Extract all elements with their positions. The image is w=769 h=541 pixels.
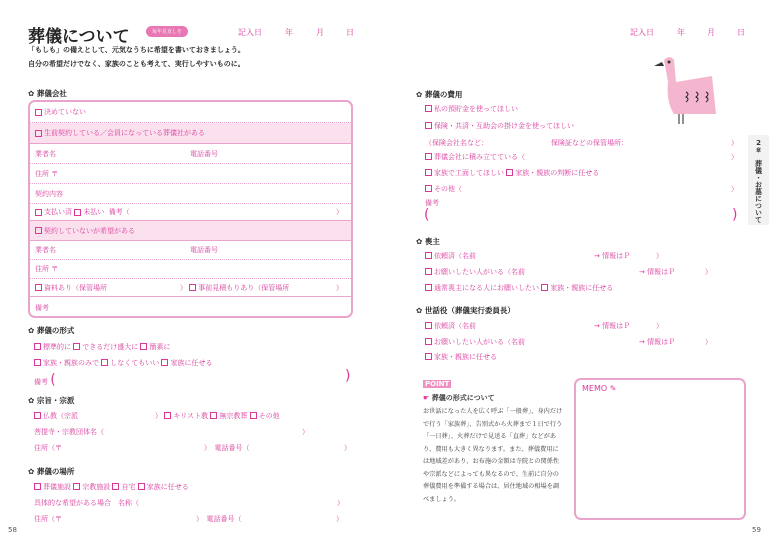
review-badge: 毎年見直しを bbox=[146, 26, 188, 37]
label: 資料あり（保管場所 bbox=[44, 283, 107, 292]
bird-illustration bbox=[652, 52, 722, 127]
option-line: 葬儀施設 宗教施設 自宅 家族に任せる bbox=[34, 482, 189, 492]
section-heading: ✿ 葬儀の費用 bbox=[416, 89, 462, 100]
checkbox[interactable] bbox=[112, 483, 119, 490]
option-line: 仏教（宗派 ） キリスト教 無宗教葬 その他 bbox=[34, 411, 280, 421]
checkbox[interactable] bbox=[73, 483, 80, 490]
option-line: 通常喪主になる人にお願いしたい 家族・親族に任せる bbox=[425, 283, 613, 293]
checkbox[interactable] bbox=[425, 153, 432, 160]
checkbox[interactable] bbox=[74, 209, 81, 216]
paren-open[interactable]: ( bbox=[424, 207, 430, 223]
place-name-field[interactable]: 具体的な希望がある場合 名称（ ） bbox=[34, 499, 344, 507]
label: 未払い bbox=[83, 208, 105, 216]
chapter-unit: 章 bbox=[755, 148, 761, 154]
pencil-icon: ✎ bbox=[609, 384, 617, 393]
form-row[interactable] bbox=[30, 184, 351, 204]
checkbox[interactable] bbox=[161, 359, 168, 366]
day-label: 日 bbox=[346, 28, 354, 37]
label: 備考（ bbox=[108, 208, 130, 216]
label: 決めていない bbox=[44, 108, 86, 116]
note-label: 備考 bbox=[425, 199, 439, 207]
checkbox[interactable] bbox=[140, 343, 147, 350]
checkbox[interactable] bbox=[506, 169, 513, 176]
form-row[interactable] bbox=[30, 164, 351, 184]
form-row[interactable] bbox=[30, 102, 351, 123]
checkbox[interactable] bbox=[34, 483, 41, 490]
entry-date-label: 記入日 bbox=[238, 28, 262, 37]
form-row[interactable] bbox=[30, 260, 351, 279]
chapter-number: 2 bbox=[756, 139, 761, 147]
checkbox[interactable] bbox=[425, 252, 432, 259]
checkbox[interactable] bbox=[34, 412, 41, 419]
option-line: その他（ ） bbox=[425, 184, 738, 194]
checkbox[interactable] bbox=[164, 412, 171, 419]
checkbox[interactable] bbox=[138, 483, 145, 490]
form-row[interactable] bbox=[30, 144, 351, 164]
form-row[interactable] bbox=[30, 279, 351, 297]
checkbox[interactable] bbox=[189, 284, 196, 291]
checkbox[interactable] bbox=[34, 359, 41, 366]
month-label: 月 bbox=[707, 28, 715, 37]
label: 生前契約している／会員になっている葬儀社がある bbox=[44, 129, 205, 137]
label: 電話番号 bbox=[190, 246, 218, 254]
page-number: 59 bbox=[752, 526, 761, 534]
funeral-company-box bbox=[28, 100, 353, 318]
option-line: 家族・親族に任せる bbox=[425, 352, 497, 362]
address-phone-field[interactable]: 住所（〒 ） 電話番号（ ） bbox=[34, 515, 343, 523]
temple-field[interactable]: 菩提寺・宗教団体名（ ） bbox=[34, 428, 309, 436]
checkbox[interactable] bbox=[210, 412, 217, 419]
label: 住所 〒 bbox=[35, 169, 59, 178]
day-label: 日 bbox=[737, 28, 745, 37]
option-line: 家族で工面してほしい 家族・親族の判断に任せる bbox=[425, 168, 599, 178]
checkbox[interactable] bbox=[250, 412, 257, 419]
option-line: お願いしたい人がいる（名前 → 情報はＰ ） bbox=[425, 337, 712, 347]
option-line: 依頼済（名前 → 情報はＰ ） bbox=[425, 251, 663, 261]
year-label: 年 bbox=[285, 28, 293, 37]
label: 備考 bbox=[35, 303, 49, 312]
checkbox[interactable] bbox=[425, 169, 432, 176]
checkbox[interactable] bbox=[101, 359, 108, 366]
option-line: 保険・共済・互助会の掛け金を使ってほしい bbox=[425, 121, 574, 131]
section-heading: ✿ 葬儀の場所 bbox=[28, 466, 74, 477]
label: ） bbox=[336, 208, 343, 216]
checkbox[interactable] bbox=[425, 105, 432, 112]
section-heading: ✿ 世話役（葬儀実行委員長） bbox=[416, 305, 515, 316]
month-label: 月 bbox=[316, 28, 324, 37]
page-number: 58 bbox=[8, 526, 17, 534]
option-line: 家族・親族のみで しなくてもいい 家族に任せる bbox=[34, 358, 212, 368]
checkbox[interactable] bbox=[425, 284, 432, 291]
point-text: お世話になった人を広く呼ぶ「一般葬」、身内だけで行う「家族葬」、告別式から火葬まで１日で行う「一日葬」、火葬だけで見送る「直葬」などがあり、費用も大きく異なります。また、葬儀費用には地域差があり、お布施の金額は寺院との関係性や宗派などによっても異なるので、生前に自分の葬儀費用を準備する場合は、居住地域の相場を調べましょう。 bbox=[423, 408, 563, 503]
option-line: 葬儀会社に積み立てている（ ） bbox=[425, 152, 738, 162]
note-field[interactable]: 備考 ( bbox=[34, 372, 56, 388]
point-title-row bbox=[423, 393, 495, 403]
insurance-field[interactable]: （保険会社名など： 保険証などの保管場所： ） bbox=[425, 139, 738, 147]
paren-close: ) bbox=[345, 368, 351, 384]
option-line: お願いしたい人がいる（名前 → 情報はＰ ） bbox=[425, 267, 712, 277]
label: ） bbox=[180, 283, 187, 292]
hand-icon: ☛ bbox=[423, 394, 432, 402]
checkbox[interactable] bbox=[541, 284, 548, 291]
option-line: 私の預貯金を使ってほしい bbox=[425, 104, 518, 114]
memo-box[interactable] bbox=[574, 378, 746, 520]
paren-close: ) bbox=[732, 207, 738, 223]
form-row[interactable] bbox=[30, 123, 351, 144]
form-row[interactable] bbox=[30, 241, 351, 260]
chapter-title: 葬儀・お墓について bbox=[754, 160, 763, 223]
checkbox[interactable] bbox=[425, 353, 432, 360]
year-label: 年 bbox=[677, 28, 685, 37]
checkbox[interactable] bbox=[73, 343, 80, 350]
label: 契約内容 bbox=[35, 189, 63, 198]
label: 電話番号 bbox=[190, 149, 218, 158]
checkbox[interactable] bbox=[425, 122, 432, 129]
checkbox[interactable] bbox=[35, 284, 42, 291]
chapter-tab[interactable] bbox=[748, 135, 769, 225]
option-line: 依頼済（名前 → 情報はＰ ） bbox=[425, 321, 663, 331]
checkbox[interactable] bbox=[425, 338, 432, 345]
option-line: 標準的に できるだけ盛大に 簡素に bbox=[34, 342, 170, 352]
form-row[interactable] bbox=[30, 297, 351, 318]
section-heading: ✿ 葬儀の形式 bbox=[28, 325, 74, 336]
checkbox[interactable] bbox=[425, 322, 432, 329]
label: 住所 〒 bbox=[35, 265, 59, 273]
point-title: 葬儀の形式について bbox=[431, 394, 495, 402]
label: 業者名 bbox=[35, 149, 56, 158]
intro-line: 「もしも」の備えとして、元気なうちに希望を書いておきましょう。 bbox=[28, 46, 245, 54]
checkbox[interactable] bbox=[35, 227, 42, 234]
checkbox[interactable] bbox=[425, 268, 432, 275]
point-label: POINT bbox=[425, 380, 450, 388]
checkbox[interactable] bbox=[34, 343, 41, 350]
page-title: 葬儀について bbox=[28, 27, 130, 47]
label: ） bbox=[336, 283, 343, 292]
section-heading: ✿ 宗旨・宗派 bbox=[28, 395, 74, 406]
entry-date-label: 記入日 bbox=[630, 28, 654, 37]
checkbox[interactable] bbox=[425, 185, 432, 192]
intro-line: 自分の希望だけでなく、家族のことも考えて、実行しやすいものに。 bbox=[28, 60, 245, 68]
label: 支払い済 bbox=[44, 208, 72, 216]
section-heading: ✿ 葬儀会社 bbox=[28, 88, 67, 99]
checkbox[interactable] bbox=[35, 130, 42, 137]
label: 事前見積もりあり（保管場所 bbox=[198, 283, 290, 292]
section-heading: ✿ 喪主 bbox=[416, 236, 440, 247]
checkbox[interactable] bbox=[35, 209, 42, 216]
label: 契約していないが希望がある bbox=[44, 226, 135, 235]
form-row[interactable] bbox=[30, 204, 351, 221]
label: 業者名 bbox=[35, 246, 56, 254]
address-phone-field[interactable]: 住所（〒 ） 電話番号（ ） bbox=[34, 444, 351, 452]
memo-label: MEMO bbox=[582, 384, 608, 393]
form-row[interactable] bbox=[30, 221, 351, 241]
checkbox[interactable] bbox=[35, 109, 42, 116]
